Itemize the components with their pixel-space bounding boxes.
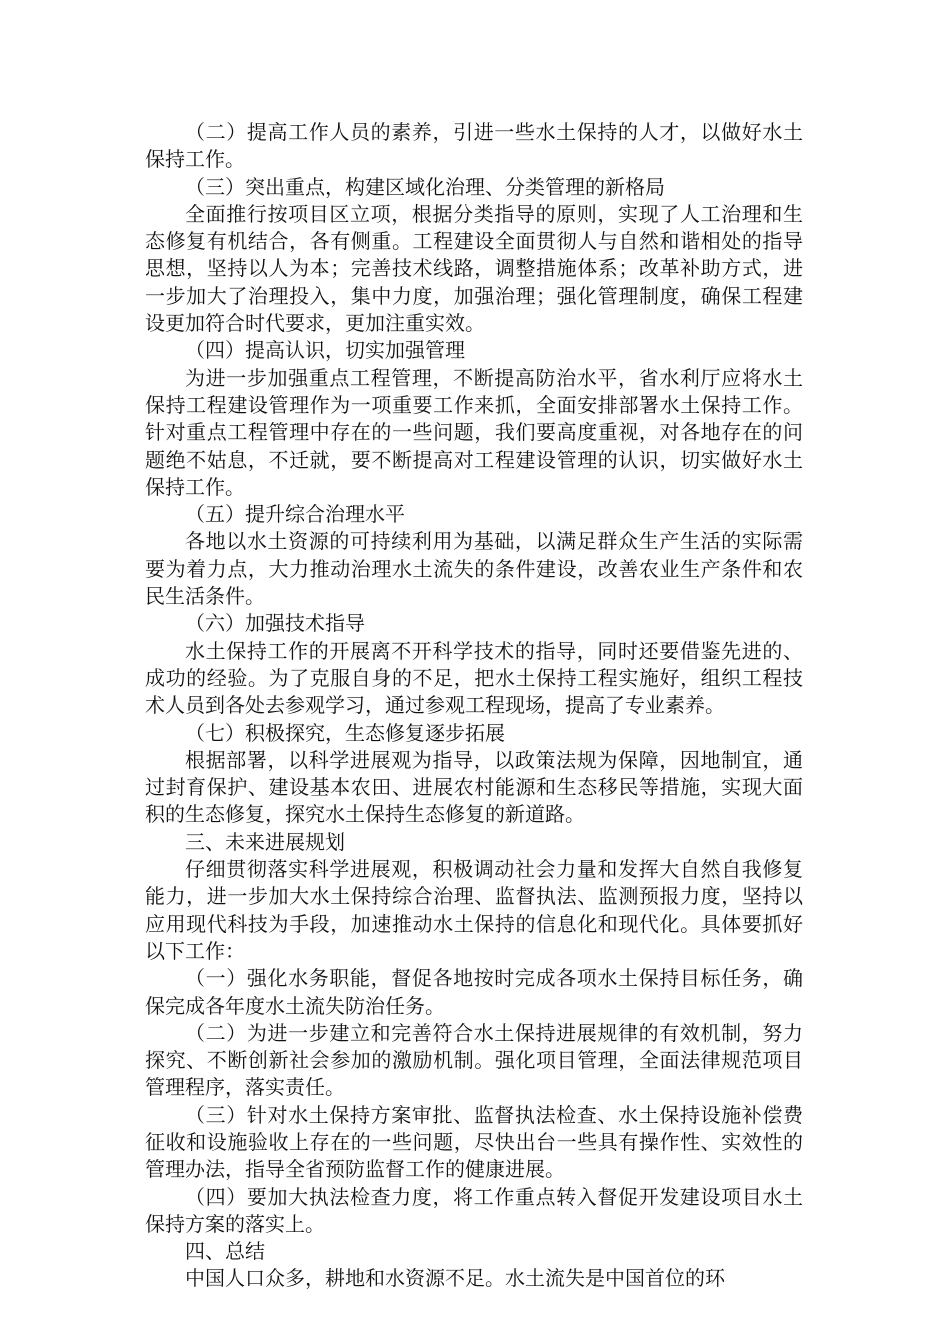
section-heading: （六）加强技术指导 [185,611,365,636]
paragraph: 仔细贯彻落实科学进展观，积极调动社会力量和发挥大自然自我修复能力，进一步加大水土保持综合治理、监督执法、监测预报力度，坚持以应用现代科技为手段，加速推动水土保持的信息化和现代化。具体要抓好以下工作： [145,857,803,963]
list-item: （二）为进一步建立和完善符合水土保持进展规律的有效机制，努力探究、不断创新社会参加的激励机制。强化项目管理，全面法律规范项目管理程序，落实责任。 [145,1020,803,1100]
list-item: （四）要加大执法检查力度，将工作重点转入督促开发建设项目水土保持方案的落实上。 [145,1184,803,1236]
paragraph: 各地以水土资源的可持续利用为基础，以满足群众生产生活的实际需要为着力点，大力推动治理水土流失的条件建设，改善农业生产条件和农民生活条件。 [145,529,803,609]
paragraph: 根据部署，以科学进展观为指导，以政策法规为保障，因地制宜，通过封育保护、建设基本农田、进展农村能源和生态移民等措施，实现大面积的生态修复，探究水土保持生态修复的新道路。 [145,747,803,827]
chapter-heading: 四、总结 [185,1239,265,1264]
section-heading: （四）提高认识，切实加强管理 [185,338,465,363]
section-heading: （五）提升综合治理水平 [185,502,405,527]
section-heading: （三）突出重点，构建区域化治理、分类管理的新格局 [185,174,665,199]
chapter-heading: 三、未来进展规划 [185,829,345,854]
paragraph: 为进一步加强重点工程管理，不断提高防治水平，省水利厅应将水土保持工程建设管理作为一项重要工作来抓，全面安排部署水土保持工作。针对重点工程管理中存在的一些问题，我们要高度重视，对各地存在的问题绝不姑息，不迁就，要不断提高对工程建设管理的认识，切实做好水土保持工作。 [145,365,803,499]
list-item: （一）强化水务职能，督促各地按时完成各项水土保持目标任务，确保完成各年度水土流失防治任务。 [145,966,803,1018]
document-body [145,119,803,1293]
paragraph: 水土保持工作的开展离不开科学技术的指导，同时还要借鉴先进的、成功的经验。为了克服自身的不足，把水土保持工程实施好，组织工程技术人员到各处去参观学习，通过参观工程现场，提高了专业素养。 [145,638,803,718]
paragraph: 中国人口众多，耕地和水资源不足。水土流失是中国首位的环 [185,1266,725,1291]
paragraph: （二）提高工作人员的素养，引进一些水土保持的人才，以做好水土保持工作。 [145,120,803,172]
section-heading: （七）积极探究，生态修复逐步拓展 [185,720,505,745]
list-item: （三）针对水土保持方案审批、监督执法检查、水土保持设施补偿费征收和设施验收上存在的一些问题，尽快出台一些具有操作性、实效性的管理办法，指导全省预防监督工作的健康进展。 [145,1102,803,1182]
paragraph: 全面推行按项目区立项，根据分类指导的原则，实现了人工治理和生态修复有机结合，各有侧重。工程建设全面贯彻人与自然和谐相处的指导思想，坚持以人为本；完善技术线路，调整措施体系；改革补助方式，进一步加大了治理投入，集中力度，加强治理；强化管理制度，确保工程建设更加符合时代要求，更加注重实效。 [145,201,803,336]
